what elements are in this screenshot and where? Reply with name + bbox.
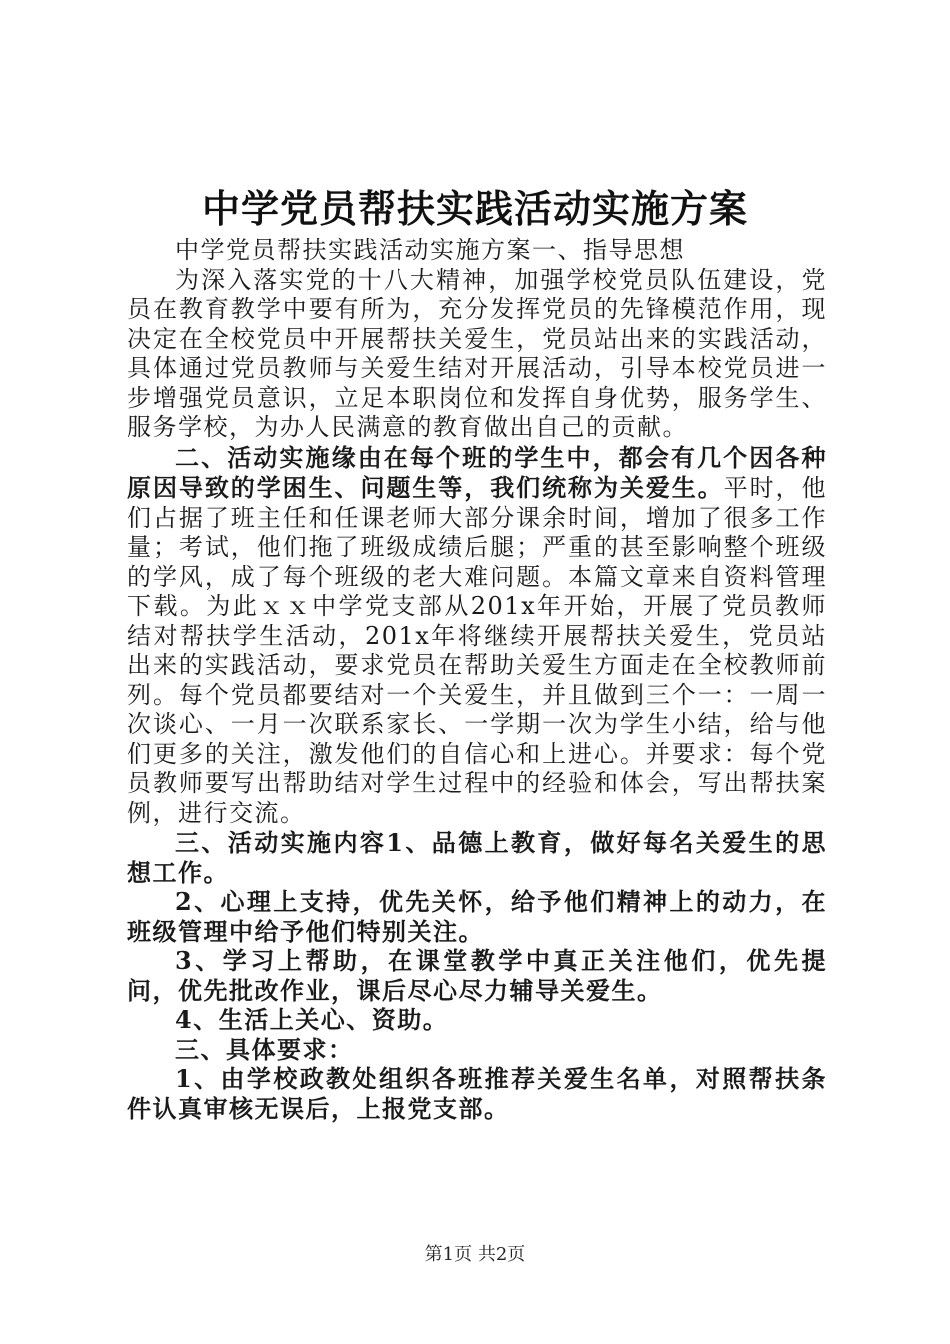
- paragraph-life-care: 4、生活上关心、资助。: [175, 1005, 449, 1034]
- document-title: 中学党员帮扶实践活动实施方案: [201, 186, 748, 231]
- paragraph-activity-reason: [127, 443, 827, 829]
- paragraph-activity-reason-lead: 二、活动实施缘由在每个班的学生中，都会有几个因各种原因导致的学困生、问题生等，我们统称为关爱生。: [127, 442, 827, 502]
- page-footer: 第1页 共2页: [424, 1244, 526, 1265]
- document-body: [127, 236, 827, 1123]
- paragraph-requirement-1: 1、由学校政教处组织各班推荐关爱生名单，对照帮扶条件认真审核无误后，上报党支部。: [127, 1064, 827, 1123]
- paragraph-activity-reason-rest: 平时，他们占据了班主任和任课老师大部分课余时间，增加了很多工作量；考试，他们拖了班级成绩后腿；严重的甚至影响整个班级的学风，成了每个班级的老大难问题。本篇文章来自资料管理下载。为此ｘｘ中学党支部从201x年开始，开展了党员教师结对帮扶学生活动，201x年将继续开展帮扶关爱生，党员站出来的实践活动，要求党员在帮助关爱生方面走在全校教师前列。每个党员都要结对一个关爱生，并且做到三个一：一周一次谈心、一月一次联系家长、一学期一次为学生小结，给与他们更多的关注，激发他们的自信心和上进心。并要求：每个党员教师要写出帮助结对学生过程中的经验和体会，写出帮扶案例，进行交流。: [127, 474, 827, 827]
- paragraph-activity-content: 三、活动实施内容1、品德上教育，做好每名关爱生的思想工作。: [127, 828, 827, 887]
- paragraph-specific-requirements-heading: 三、具体要求：: [175, 1034, 354, 1064]
- paragraph-intro: 中学党员帮扶实践活动实施方案一、指导思想: [175, 236, 685, 264]
- paragraph-study-help: 3、学习上帮助，在课堂教学中真正关注他们，优先提问，优先批改作业，课后尽心尽力辅导关爱生。: [127, 946, 827, 1005]
- paragraph-guiding-ideology: 为深入落实党的十八大精神，加强学校党员队伍建设，党员在教育教学中要有所为，充分发挥党员的先锋模范作用，现决定在全校党员中开展帮扶关爱生，党员站出来的实践活动，具体通过党员教师与关爱生结对开展活动，引导本校党员进一步增强党员意识，立足本职岗位和发挥自身优势，服务学生、服务学校，为办人民满意的教育做出自己的贡献。: [127, 265, 827, 441]
- paragraph-psychological-support: 2、心理上支持，优先关怀，给予他们精神上的动力，在班级管理中给予他们特别关注。: [127, 887, 827, 946]
